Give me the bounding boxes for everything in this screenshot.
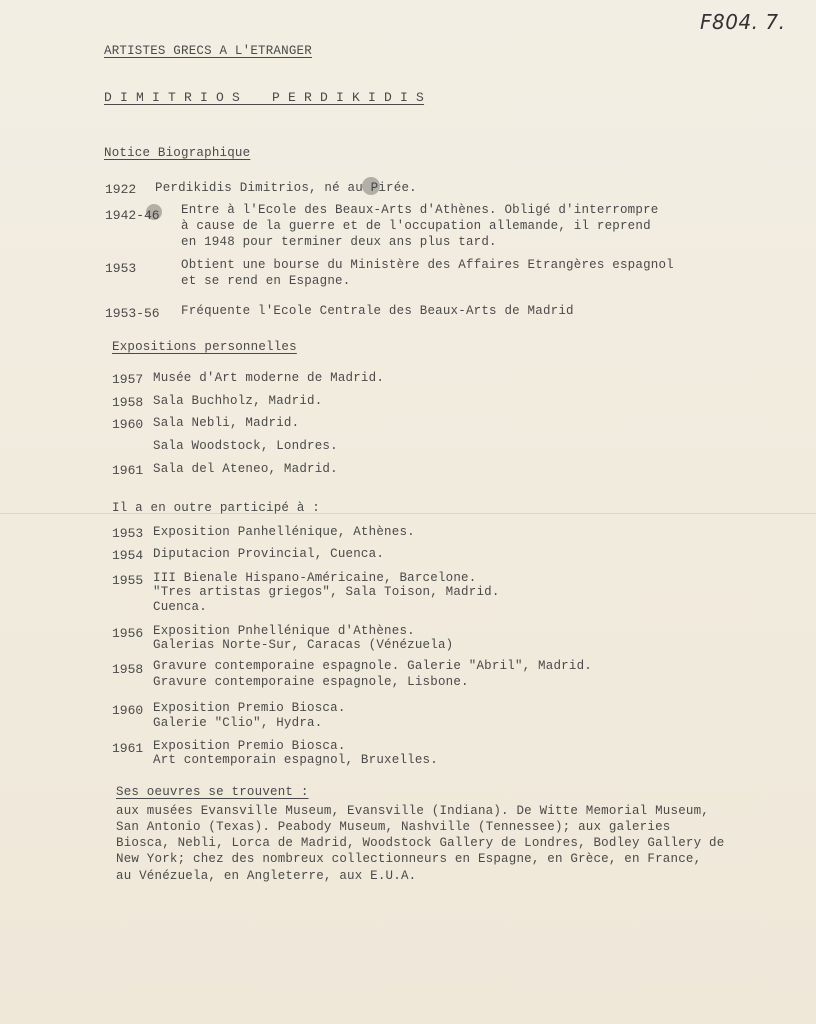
bio-year: 1953-56 (105, 306, 160, 321)
participe-text: Exposition Pnhellénique d'Athènes. (153, 624, 415, 638)
participe-year: 1953 (112, 526, 144, 541)
participe-text: "Tres artistas griegos", Sala Toison, Madrid. (153, 585, 500, 599)
expo-year: 1961 (112, 463, 144, 478)
document-header: ARTISTES GRECS A L'ETRANGER (104, 44, 312, 58)
expo-text: Sala Woodstock, Londres. (153, 439, 338, 453)
bio-heading: Notice Biographique (104, 146, 251, 160)
expo-text: Sala del Ateneo, Madrid. (153, 462, 338, 476)
ink-blot (146, 204, 162, 220)
participe-text: Gravure contemporaine espagnole, Lisbone. (153, 675, 469, 689)
bio-text: en 1948 pour terminer deux ans plus tard. (181, 235, 497, 249)
participe-text: Exposition Premio Biosca. (153, 701, 346, 715)
participe-year: 1958 (112, 662, 144, 677)
participe-year: 1954 (112, 548, 144, 563)
artist-name: D I M I T R I O S P E R D I K I D I S (104, 90, 425, 105)
oeuvres-text: Biosca, Nebli, Lorca de Madrid, Woodstock Gallery de Londres, Bodley Gallery de (116, 836, 725, 850)
expo-text: Musée d'Art moderne de Madrid. (153, 371, 385, 385)
participe-year: 1961 (112, 741, 144, 756)
participe-text: Diputacion Provincial, Cuenca. (153, 547, 385, 561)
bio-text: Entre à l'Ecole des Beaux-Arts d'Athènes. Obligé d'interrompre (181, 203, 659, 217)
participe-text: III Bienale Hispano-Américaine, Barcelone. (153, 571, 477, 585)
participe-text: Galerie "Clio", Hydra. (153, 716, 323, 730)
bio-text: Perdikidis Dimitrios, né au Pirée. (155, 181, 417, 195)
expo-text: Sala Nebli, Madrid. (153, 416, 300, 430)
bio-text: et se rend en Espagne. (181, 274, 351, 288)
oeuvres-text: au Vénézuela, en Angleterre, aux E.U.A. (116, 869, 417, 883)
expo-heading: Expositions personnelles (112, 340, 297, 354)
expo-year: 1958 (112, 395, 144, 410)
expo-text: Sala Buchholz, Madrid. (153, 394, 323, 408)
bio-text: à cause de la guerre et de l'occupation allemande, il reprend (181, 219, 651, 233)
bio-year: 1942-46 (105, 208, 160, 223)
oeuvres-text: aux musées Evansville Museum, Evansville (Indiana). De Witte Memorial Museum, (116, 804, 709, 818)
participe-text: Art contemporain espagnol, Bruxelles. (153, 753, 438, 767)
ink-blot (362, 177, 380, 195)
oeuvres-heading: Ses oeuvres se trouvent : (116, 785, 309, 799)
participe-text: Exposition Panhellénique, Athènes. (153, 525, 415, 539)
participe-year: 1956 (112, 626, 144, 641)
expo-year: 1957 (112, 372, 144, 387)
participe-text: Gravure contemporaine espagnole. Galerie "Abril", Madrid. (153, 659, 592, 673)
expo-year: 1960 (112, 417, 144, 432)
participe-text: Galerias Norte-Sur, Caracas (Vénézuela) (153, 638, 454, 652)
participe-text: Cuenca. (153, 600, 207, 614)
participe-year: 1960 (112, 703, 144, 718)
bio-year: 1953 (105, 261, 137, 276)
bio-text: Obtient une bourse du Ministère des Affaires Etrangères espagnol (181, 258, 674, 272)
participe-heading: Il a en outre participé à : (112, 501, 320, 515)
oeuvres-text: San Antonio (Texas). Peabody Museum, Nashville (Tennessee); aux galeries (116, 820, 671, 834)
bio-year: 1922 (105, 182, 137, 197)
participe-text: Exposition Premio Biosca. (153, 739, 346, 753)
bio-text: Fréquente l'Ecole Centrale des Beaux-Arts de Madrid (181, 304, 574, 318)
oeuvres-text: New York; chez des nombreux collectionneurs en Espagne, en Grèce, en France, (116, 852, 702, 866)
participe-year: 1955 (112, 573, 144, 588)
archive-reference: F804. 7. (700, 10, 786, 34)
